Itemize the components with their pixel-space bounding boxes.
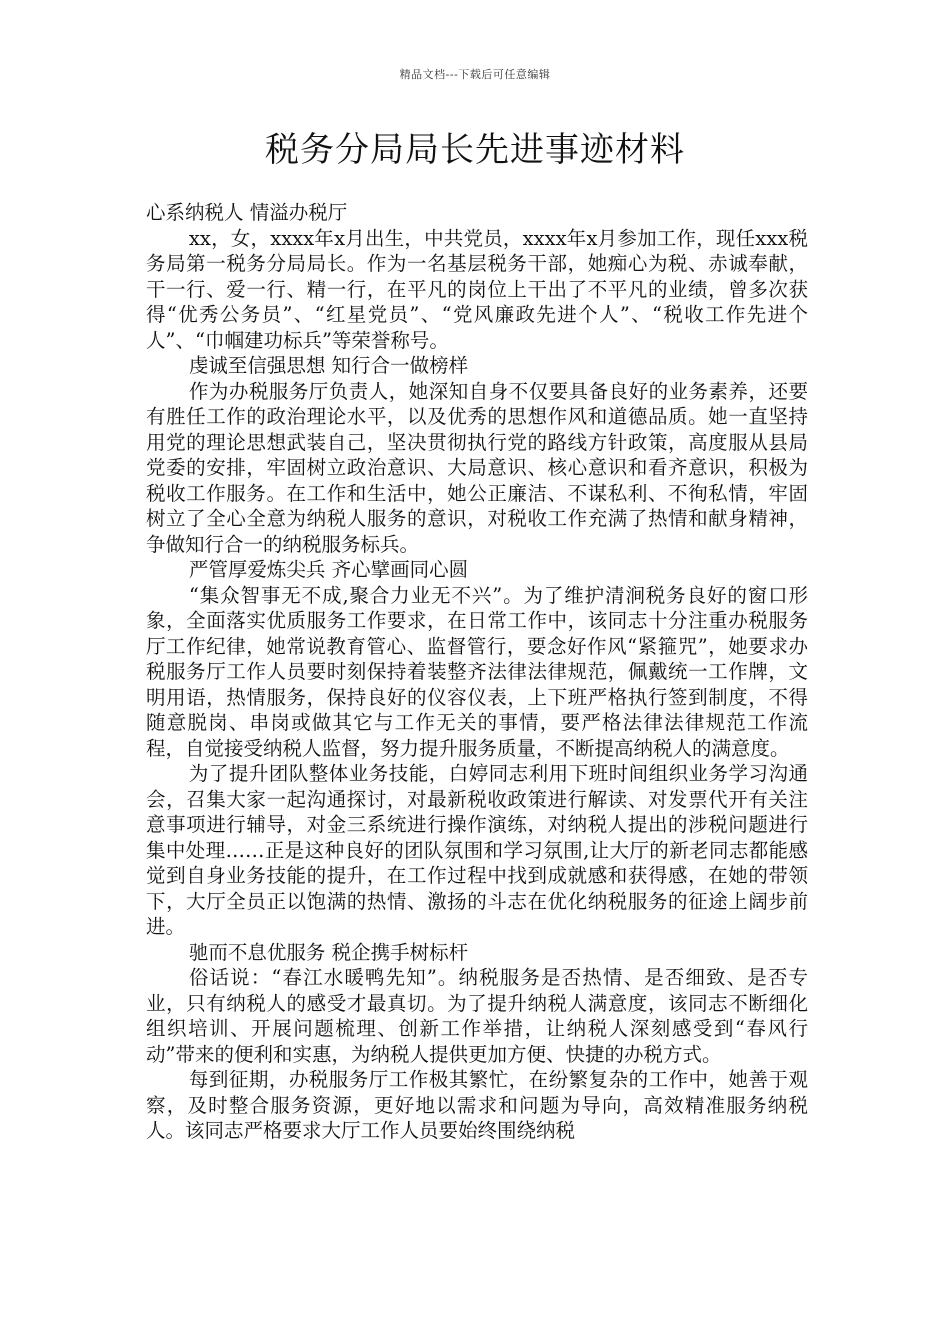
- section-heading: 虔诚至信强思想 知行合一做榜样: [188, 354, 469, 377]
- document-body: [146, 200, 808, 1144]
- paragraph: 每到征期，办税服务厅工作极其繁忙，在纷繁复杂的工作中，她善于观察，及时整合服务资源，更好地以需求和问题为导向，高效精准服务纳税人。该同志严格要求大厅工作人员要始终围绕纳税: [146, 1068, 808, 1142]
- paragraph: 俗话说：“春江水暖鸭先知”。纳税服务是否热情、是否细致、是否专业，只有纳税人的感受才最真切。为了提升纳税人满意度，该同志不断细化组织培训、开展问题梳理、创新工作举措，让纳税人深刻感受到“春风行动”带来的便利和实惠，为纳税人提供更加方便、快捷的办税方式。: [146, 966, 808, 1066]
- paragraph: 为了提升团队整体业务技能，白婷同志利用下班时间组织业务学习沟通会，召集大家一起沟通探讨，对最新税收政策进行解读、对发票代开有关注意事项进行辅导，对金三系统进行操作演练，对纳税人提出的涉税问题进行集中处理……正是这种良好的团队氛围和学习氛围,让大厅的新老同志都能感觉到自身业务技能的提升，在工作过程中找到成就感和获得感，在她的带领下，大厅全员正以饱满的热情、激扬的斗志在优化纳税服务的征途上阔步前进。: [146, 762, 808, 938]
- section-heading: 心系纳税人 情溢办税厅: [146, 201, 348, 224]
- paragraph: “集众智事无不成,聚合力业无不兴”。为了维护清涧税务良好的窗口形象，全面落实优质服务工作要求，在日常工作中，该同志十分注重办税服务厅工作纪律，她常说教育管心、监督管行，要念好作风“紧箍咒”，她要求办税服务厅工作人员要时刻保持着装整齐法律法律规范，佩戴统一工作牌，文明用语，热情服务，保持良好的仪容仪表，上下班严格执行签到制度，不得随意脱岗、串岗或做其它与工作无关的事情，要严格法律法律规范工作流程，自觉接受纳税人监督，努力提升服务质量，不断提高纳税人的满意度。: [146, 583, 808, 760]
- header-note: 精品文档---下载后可任意编辑: [399, 68, 551, 81]
- section-heading: 严管厚爱炼尖兵 齐心擘画同心圆: [188, 558, 469, 581]
- paragraph: xx，女，xxxx年x月出生，中共党员，xxxx年x月参加工作，现任xxx税务局第一税务分局局长。作为一名基层税务干部，她痴心为税、赤诚奉献，干一行、爱一行、精一行，在平凡的岗位上干出了不平凡的业绩，曾多次获得“优秀公务员”、“红星党员”、“党风廉政先进个人”、“税收工作先进个人”、“巾帼建功标兵”等荣誉称号。: [146, 226, 808, 352]
- section-heading: 驰而不息优服务 税企携手树标杆: [188, 940, 469, 964]
- paragraph: 作为办税服务厅负责人，她深知自身不仅要具备良好的业务素养，还要有胜任工作的政治理论水平，以及优秀的思想作风和道德品质。她一直坚持用党的理论思想武装自己，坚决贯彻执行党的路线方针政策，高度服从县局党委的安排，牢固树立政治意识、大局意识、核心意识和看齐意识，积极为税收工作服务。在工作和生活中，她公正廉洁、不谋私利、不徇私情，牢固树立了全心全意为纳税人服务的意识，对税收工作充满了热情和献身精神，争做知行合一的纳税服务标兵。: [146, 379, 808, 556]
- document-title: 税务分局局长先进事迹材料: [265, 130, 685, 170]
